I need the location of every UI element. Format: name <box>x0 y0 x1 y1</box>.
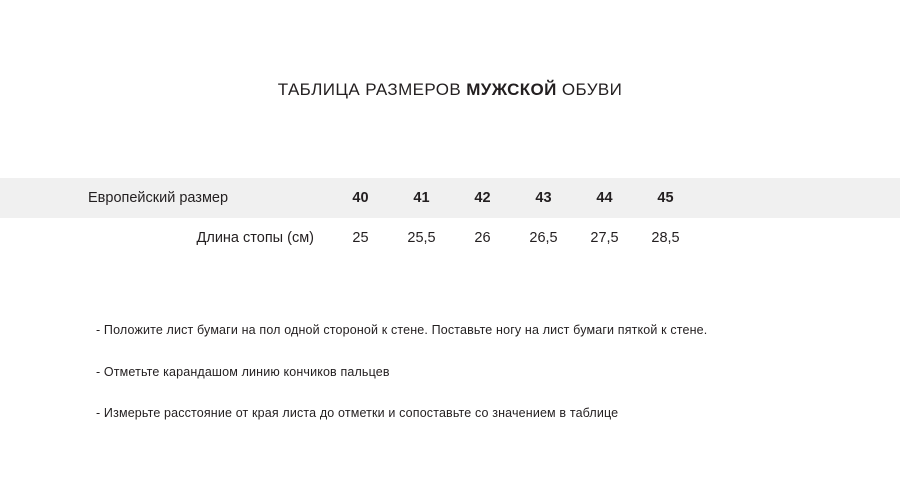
table-cell: 26,5 <box>529 230 558 246</box>
table-cell: 43 <box>535 190 552 206</box>
header-cells <box>330 190 696 206</box>
instructions-list <box>96 322 856 423</box>
row-header-label: Европейский размер <box>88 190 229 206</box>
table-cell: 26 <box>474 230 491 246</box>
table-cell: 41 <box>413 190 430 206</box>
row-values-label: Длина стопы (см) <box>196 230 314 246</box>
table-cell: 40 <box>352 190 369 206</box>
page-title <box>0 80 900 100</box>
table-cell: 25,5 <box>407 230 436 246</box>
table-cell: 44 <box>596 190 613 206</box>
table-cell: 42 <box>474 190 491 206</box>
list-item: - Измерьте расстояние от края листа до отметки и сопоставьте со значением в таблице <box>96 406 619 420</box>
table-row <box>0 218 900 258</box>
table-cell: 27,5 <box>590 230 619 246</box>
title-emphasis: МУЖСКОЙ <box>466 80 557 99</box>
size-table <box>0 178 900 258</box>
list-item: - Отметьте карандашом линию кончиков пальцев <box>96 364 390 379</box>
table-row-header <box>0 178 900 218</box>
value-cells <box>330 230 696 246</box>
title-part-2: ОБУВИ <box>556 80 623 99</box>
table-cell: 28,5 <box>651 230 680 246</box>
table-cell: 45 <box>657 190 674 206</box>
table-cell: 25 <box>352 230 369 246</box>
list-item: - Положите лист бумаги на пол одной стороной к стене. Поставьте ногу на лист бумаги пяткой к стене. <box>96 323 708 337</box>
title-part-1: ТАБЛИЦА РАЗМЕРОВ <box>277 80 467 99</box>
